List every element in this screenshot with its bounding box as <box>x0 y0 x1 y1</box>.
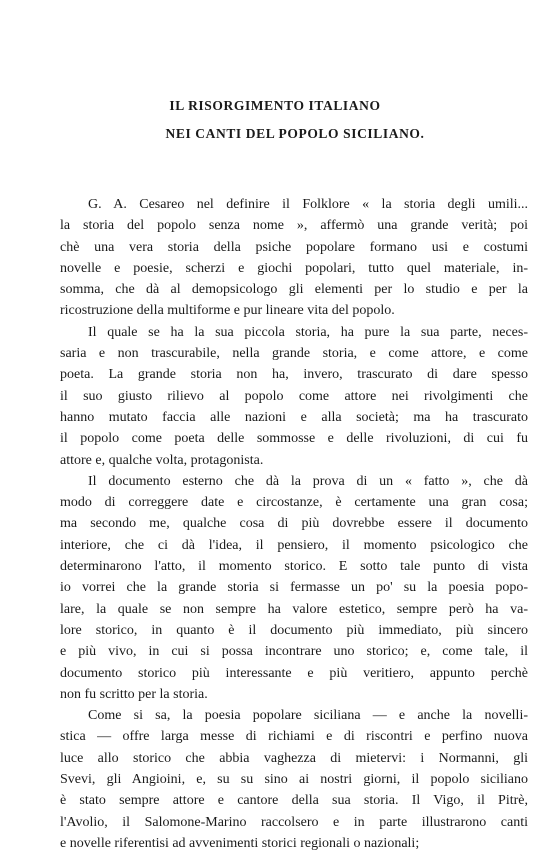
text-line: Il documento esterno che dà la prova di un « fatto », che dà <box>88 473 528 489</box>
page-subtitle: NEI CANTI DEL POPOLO SICILIANO. <box>165 126 425 141</box>
paragraph <box>60 322 528 471</box>
text-line: interiore, che ci dà l'idea, il pensiero, il momento psicologico che <box>60 537 528 553</box>
text-line: l'Avolio, il Salomone-Marino raccolsero e in parte illustrarono canti <box>60 814 528 830</box>
text-line: chè una vera storia della psiche popolare formano usi e costumi <box>60 239 528 255</box>
text-line: lore storico, in quanto è il documento più immediato, più sincero <box>60 622 528 638</box>
text-line: Come si sa, la poesia popolare siciliana — e anche la novelli- <box>88 708 528 724</box>
text-line: somma, che dà al demopsicologo gli elementi per lo studio e per la <box>60 282 528 298</box>
text-line: luce allo storico che abbia vaghezza di mietervi: i Normanni, gli <box>60 750 528 766</box>
heading-block <box>0 92 550 148</box>
text-line: il suo giusto rilievo al popolo come attore nei rivolgimenti che <box>60 388 528 404</box>
text-line: e novelle riferentisi ad avvenimenti storici regionali o nazionali; <box>60 835 420 851</box>
text-line: saria e non trascurabile, nella grande storia, e come attore, e come <box>60 346 528 362</box>
text-line: novelle e poesie, scherzi e giochi popolari, tutto quel materiale, in- <box>60 260 528 276</box>
text-line: ma secondo me, qualche cosa di più dovrebbe essere il documento <box>60 516 528 532</box>
text-line: poeta. La grande storia non ha, invero, trascurato di dare spesso <box>60 367 528 383</box>
text-line: G. A. Cesareo nel definire il Folklore « la storia degli umili... <box>88 197 528 212</box>
text-line: è stato sempre attore e cantore della sua storia. Il Vigo, il Pitrè, <box>60 793 528 809</box>
text-line: Svevi, gli Angioini, e, su su sino ai nostri giorni, il popolo siciliano <box>60 772 528 788</box>
paragraph <box>60 194 528 322</box>
text-line: la storia del popolo senza nome », affermò una grande verità; poi <box>60 218 528 234</box>
text-line: attore e, qualche volta, protagonista. <box>60 452 264 468</box>
body-text <box>60 194 528 854</box>
text-line: Il quale se ha la sua piccola storia, ha pure la sua parte, neces- <box>88 324 528 340</box>
text-line: modo di correggere date e circostanze, è certamente una gran cosa; <box>60 495 528 511</box>
text-line: determinarono l'atto, il momento storico. E sotto tale punto di vista <box>60 559 528 575</box>
text-line: lare, la quale se non sempre ha valore estetico, sempre però ha va- <box>60 601 528 617</box>
text-line: e più vivo, in cui si possa incontrare uno storico; e, come tale, il <box>60 644 528 660</box>
text-line: ricostruzione della multiforme e pur lineare vita del popolo. <box>60 303 395 319</box>
text-line: hanno mutato faccia alle nazioni e alla società; ma ha trascurato <box>60 409 528 425</box>
text-line: non fu scritto per la storia. <box>60 686 208 702</box>
paragraph <box>60 705 528 854</box>
text-line: documento storico più interessante e più veritiero, appunto perchè <box>60 665 528 681</box>
text-line: io vorrei che la grande storia si fermasse un po' su la poesia popo- <box>60 580 528 596</box>
text-line: il popolo come poeta delle sommosse e delle rivoluzioni, di cui fu <box>60 431 528 447</box>
text-line: stica — offre larga messe di richiami e di riscontri e perfino nuova <box>60 729 528 745</box>
page-title: IL RISORGIMENTO ITALIANO <box>169 98 381 113</box>
paragraph <box>60 471 528 705</box>
